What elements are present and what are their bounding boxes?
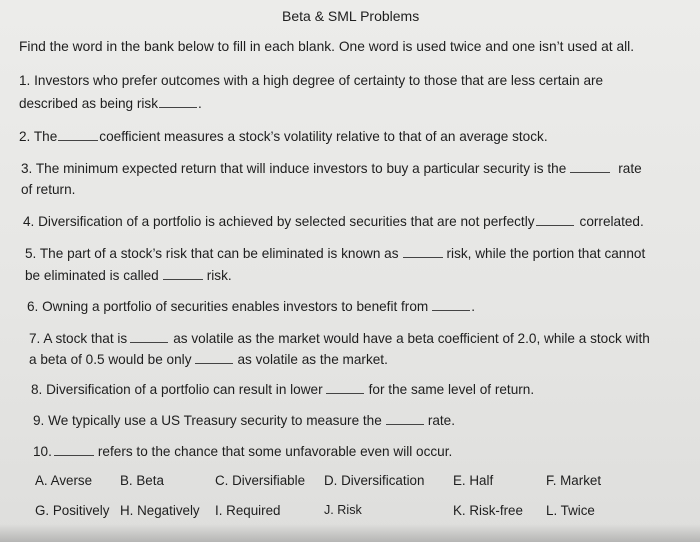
question-2-text-b: coefficient measures a stock’s volatility relative to that of an average stock. (99, 129, 548, 144)
question-5-line-2 (25, 267, 232, 284)
question-1-line-2 (19, 95, 202, 112)
question-1-end: . (198, 96, 202, 111)
word-bank-d: D. Diversification (324, 473, 425, 488)
question-10 (33, 443, 452, 460)
word-bank-g: G. Positively (35, 503, 110, 518)
word-bank-k: K. Risk-free (453, 503, 523, 518)
word-bank-j: J. Risk (324, 503, 362, 517)
question-3-text-b: rate (618, 161, 642, 176)
question-8-text-a: 8. Diversification of a portfolio can result in lower (31, 382, 323, 397)
answer-blank-9 (386, 412, 424, 425)
question-5-line-1 (25, 245, 645, 262)
photo-edge-shadow (0, 524, 700, 542)
question-5-text-c: be eliminated is called (25, 268, 159, 283)
question-9-text-b: rate. (427, 413, 456, 428)
word-bank-i: I. Required (215, 503, 281, 518)
answer-blank-7a (130, 330, 168, 343)
answer-blank-1 (159, 95, 197, 108)
question-3-line-1 (21, 160, 642, 177)
answer-blank-5b (163, 267, 203, 280)
question-3-text-a: 3. The minimum expected return that will induce investors to buy a particular security is the (21, 161, 567, 176)
question-8 (31, 381, 534, 398)
page-title: Beta & SML Problems (282, 8, 420, 24)
answer-blank-3 (570, 160, 610, 173)
question-5-text-a: 5. The part of a stock’s risk that can be eliminated is known as (25, 246, 399, 261)
word-bank-b: B. Beta (120, 473, 164, 488)
question-9 (33, 412, 455, 429)
answer-blank-8 (326, 381, 364, 394)
answer-blank-7b (195, 351, 233, 364)
question-7-line-1 (29, 330, 650, 347)
question-4-text-b: correlated. (579, 214, 644, 229)
word-bank-a: A. Averse (35, 473, 93, 488)
question-6-end: . (471, 299, 476, 314)
answer-blank-2 (58, 128, 98, 141)
question-9-text-a: 9. We typically use a US Treasury security to measure the (33, 413, 382, 428)
question-5-text-b: risk, while the portion that cannot (446, 246, 646, 261)
word-bank-f: F. Market (546, 473, 602, 488)
question-2 (19, 128, 548, 145)
question-1-text: described as being risk (19, 96, 159, 111)
answer-blank-6 (432, 298, 470, 311)
question-10-number: 10. (33, 444, 52, 459)
question-2-text-a: 2. The (19, 129, 58, 144)
word-bank-c: C. Diversifiable (215, 473, 306, 488)
question-7-text-c: a beta of 0.5 would be only (29, 352, 192, 367)
question-4 (23, 213, 644, 230)
instructions: Find the word in the bank below to fill in each blank. One word is used twice and one isn’t used at all. (19, 39, 635, 54)
answer-blank-4 (536, 213, 574, 226)
question-8-text-b: for the same level of return. (368, 382, 535, 397)
question-7-text-b: as volatile as the market would have a beta coefficient of 2.0, while a stock with (173, 331, 650, 346)
word-bank-e: E. Half (453, 473, 494, 488)
question-3-line-2: of return. (21, 182, 76, 197)
word-bank-l: L. Twice (546, 503, 595, 518)
question-4-text-a: 4. Diversification of a portfolio is achieved by selected securities that are not perfectly (23, 214, 535, 229)
word-bank-h: H. Negatively (120, 503, 200, 518)
answer-blank-5a (403, 245, 443, 258)
question-6-text: 6. Owning a portfolio of securities enables investors to benefit from (27, 299, 429, 314)
question-7-text-d: as volatile as the market. (237, 352, 388, 367)
question-5-text-d: risk. (206, 268, 232, 283)
answer-blank-10 (54, 443, 94, 456)
question-6 (27, 298, 475, 315)
question-7-text-a: 7. A stock that is (29, 331, 128, 346)
question-1-line-1: 1. Investors who prefer outcomes with a high degree of certainty to those that are less certain are (19, 73, 604, 88)
question-10-text: refers to the chance that some unfavorable even will occur. (97, 444, 453, 459)
question-7-line-2 (29, 351, 388, 368)
